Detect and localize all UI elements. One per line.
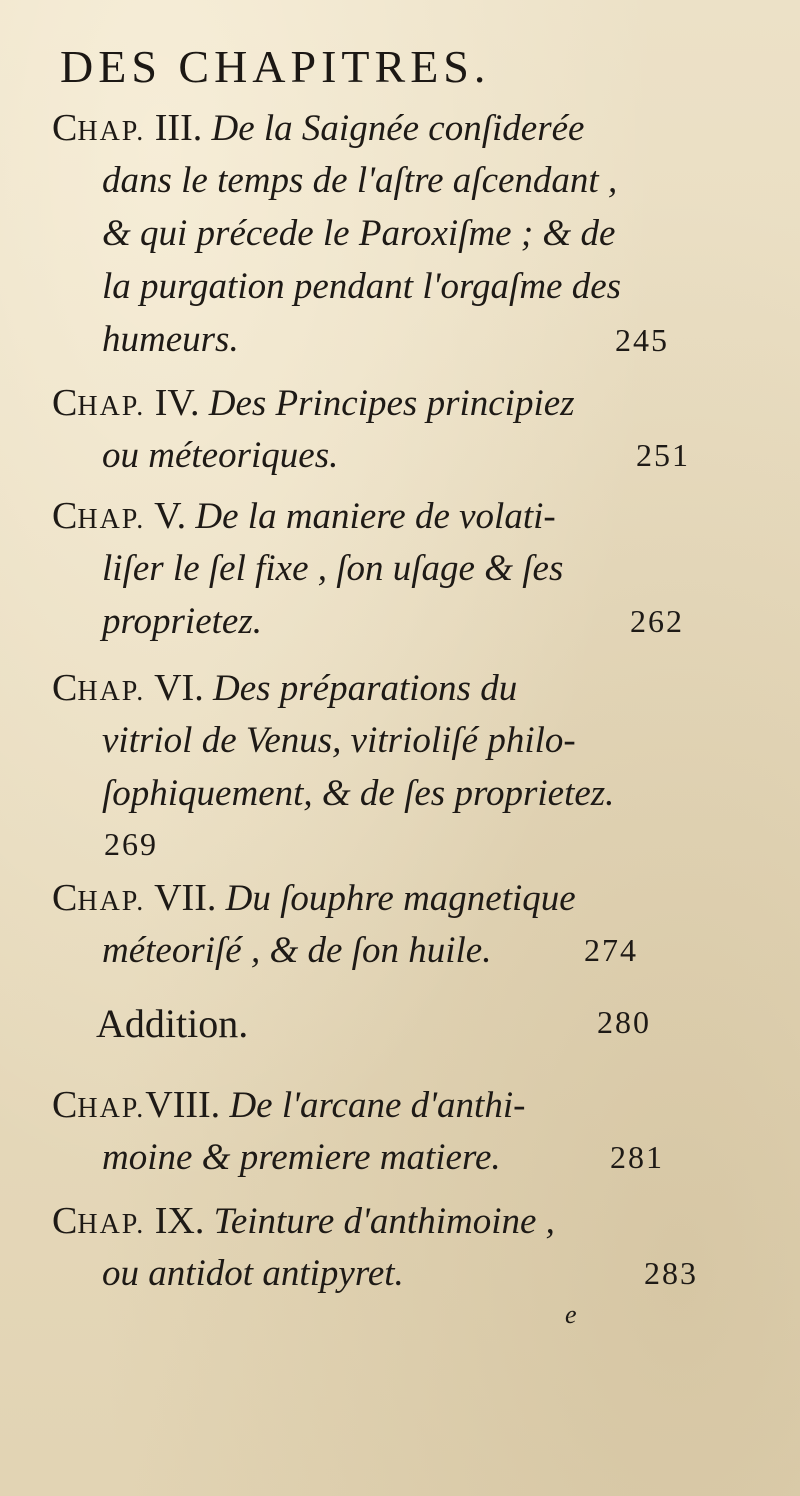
entry-title-line: moine & premiere matiere. xyxy=(102,1137,501,1178)
chap-label-initial: C xyxy=(52,107,78,149)
chap-label-initial: C xyxy=(52,667,78,709)
entry-title-line: dans le temps de l'aſtre aſcendant , xyxy=(102,160,618,201)
page-number: 245 xyxy=(615,322,669,358)
chap-numeral: VI. xyxy=(154,667,204,709)
chap-numeral: III. xyxy=(154,107,203,149)
chap-label-rest: HAP. xyxy=(77,1209,146,1240)
entry-title-line: liſer le ſel fixe , ſon uſage & ſes xyxy=(102,548,564,589)
chap-label-initial: C xyxy=(52,1084,78,1126)
entry-title-line: Teinture d'anthimoine , xyxy=(213,1201,555,1242)
entry-title-line: Des Principes principiez xyxy=(208,383,575,424)
entry-title-line: vitriol de Venus, vitrioliſé philo- xyxy=(102,720,576,761)
entry-heading-line xyxy=(52,1082,525,1132)
entry-title-line: la purgation pendant l'orgaſme des xyxy=(102,266,622,307)
chap-numeral: IX. xyxy=(154,1200,205,1242)
entry-heading-line xyxy=(52,380,575,430)
chap-label-rest: HAP. xyxy=(77,1093,146,1124)
entry-title-line: méteoriſé , & de ſon huile. xyxy=(102,930,492,971)
chap-numeral: VIII. xyxy=(145,1084,221,1126)
entry-title-line: humeurs. xyxy=(102,319,239,360)
chap-numeral: IV. xyxy=(154,382,200,424)
page-number: 262 xyxy=(630,603,684,639)
entry-title-line: proprietez. xyxy=(102,601,262,642)
chap-numeral: V. xyxy=(154,495,187,537)
entry-heading-line xyxy=(52,875,576,925)
page-number: 269 xyxy=(104,826,158,862)
entry-heading-line xyxy=(52,493,556,543)
chap-label-rest: HAP. xyxy=(77,504,146,535)
entry-title-line: De l'arcane d'anthi- xyxy=(229,1085,526,1126)
addition-label: Addition. xyxy=(96,1001,249,1046)
entry-title-line: ſophiquement, & de ſes proprietez. xyxy=(102,773,615,814)
entry-heading-line xyxy=(52,1198,555,1248)
entry-title-line: De la maniere de volati- xyxy=(195,496,556,537)
chap-label-initial: C xyxy=(52,877,78,919)
chap-label-rest: HAP. xyxy=(77,676,146,707)
page-number: 274 xyxy=(584,932,638,968)
entry-heading-line xyxy=(52,105,584,155)
entry-title-line: Des préparations du xyxy=(212,668,518,709)
chap-label-initial: C xyxy=(52,382,78,424)
chap-label-initial: C xyxy=(52,1200,78,1242)
page-number: 283 xyxy=(644,1255,698,1291)
chap-numeral: VII. xyxy=(154,877,217,919)
chap-label-rest: HAP. xyxy=(77,886,146,917)
entry-title-line: & qui précede le Paroxiſme ; & de xyxy=(102,213,616,254)
page-number: 280 xyxy=(597,1004,651,1040)
page-number: 281 xyxy=(610,1139,664,1175)
page-number: 251 xyxy=(636,437,690,473)
chap-label-rest: HAP. xyxy=(77,391,146,422)
entry-title-line: Du ſouphre magnetique xyxy=(225,878,576,919)
entry-title-line: ou antidot antipyret. xyxy=(102,1253,404,1294)
chap-label-initial: C xyxy=(52,495,78,537)
catchword: e xyxy=(565,1300,577,1329)
entry-heading-line xyxy=(52,665,517,715)
page-header: DES CHAPITRES. xyxy=(60,41,491,92)
entry-title-line: ou méteoriques. xyxy=(102,435,339,476)
chap-label-rest: HAP. xyxy=(77,116,146,147)
entry-title-line: De la Saignée conſiderée xyxy=(211,108,585,149)
